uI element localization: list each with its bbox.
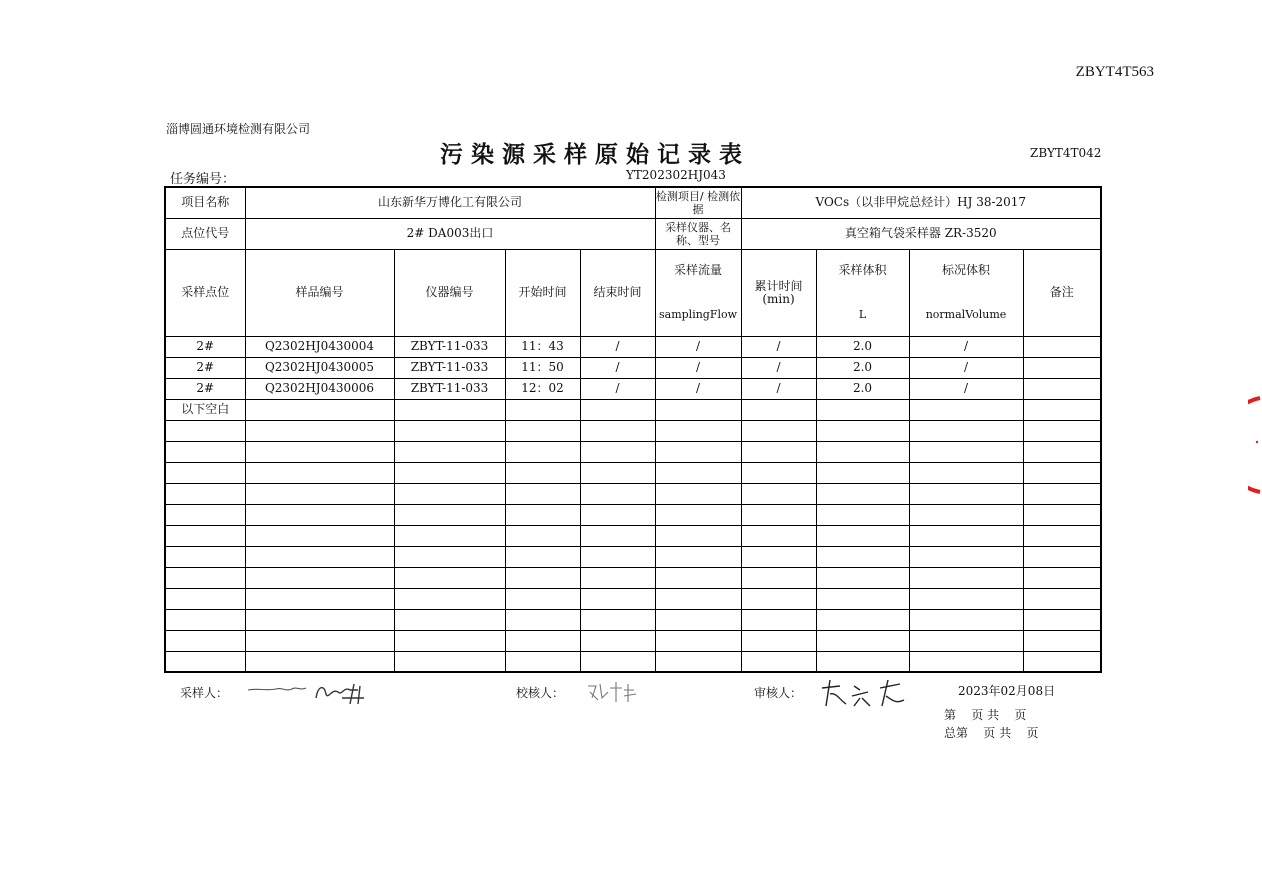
empty-cell (245, 609, 394, 630)
project-name-label: 项目名称 (165, 187, 245, 218)
test-item-value: VOCs（以非甲烷总烃计）HJ 38-2017 (741, 187, 1101, 218)
col-header-point: 采样点位 (165, 249, 245, 336)
form-code: ZBYT4T042 (1030, 146, 1102, 160)
empty-cell (505, 399, 580, 420)
empty-cell (1023, 399, 1101, 420)
empty-row (165, 525, 1101, 546)
cell-start: 11：50 (505, 357, 580, 378)
empty-cell (165, 567, 245, 588)
empty-cell (505, 651, 580, 672)
reviewer-label: 审核人： (754, 686, 803, 700)
empty-cell (816, 546, 909, 567)
cell-remark (1023, 336, 1101, 357)
cell-point: 2# (165, 357, 245, 378)
empty-cell (394, 420, 505, 441)
empty-cell (580, 567, 655, 588)
empty-cell (816, 420, 909, 441)
empty-cell (580, 441, 655, 462)
empty-cell (394, 399, 505, 420)
page-numbering (944, 706, 1038, 742)
empty-cell (816, 525, 909, 546)
empty-cell (909, 462, 1023, 483)
empty-cell (165, 525, 245, 546)
empty-cell (505, 588, 580, 609)
empty-cell (505, 420, 580, 441)
empty-cell (580, 483, 655, 504)
empty-cell (655, 420, 741, 441)
col-header-duration (741, 249, 816, 336)
empty-cell (909, 420, 1023, 441)
empty-cell (816, 399, 909, 420)
empty-cell (165, 588, 245, 609)
empty-cell (394, 525, 505, 546)
empty-cell (245, 525, 394, 546)
empty-cell (1023, 588, 1101, 609)
empty-cell (816, 504, 909, 525)
page-title: 污染源采样原始记录表 (440, 142, 750, 168)
empty-cell (741, 420, 816, 441)
flow-sublabel: samplingFlow (659, 307, 738, 321)
cell-sample-no: Q2302HJ0430006 (245, 378, 394, 399)
empty-cell (394, 441, 505, 462)
empty-row (165, 588, 1101, 609)
cell-start: 12：02 (505, 378, 580, 399)
cell-end: / (580, 336, 655, 357)
empty-cell (1023, 609, 1101, 630)
empty-cell (505, 441, 580, 462)
empty-cell (655, 630, 741, 651)
empty-cell (816, 483, 909, 504)
cell-instrument-no: ZBYT-11-033 (394, 357, 505, 378)
empty-cell (655, 609, 741, 630)
empty-cell (245, 462, 394, 483)
empty-cell (165, 651, 245, 672)
empty-cell (505, 567, 580, 588)
cell-remark (1023, 357, 1101, 378)
empty-cell (1023, 651, 1101, 672)
col-header-instrument-no: 仪器编号 (394, 249, 505, 336)
cell-sample-no: Q2302HJ0430004 (245, 336, 394, 357)
instrument-value: 真空箱气袋采样器 ZR-3520 (741, 218, 1101, 249)
volume-label: 采样体积 (838, 262, 887, 277)
empty-row (165, 630, 1101, 651)
empty-cell (1023, 567, 1101, 588)
sampling-record-table (164, 186, 1102, 673)
task-number-value: YT202302HJ043 (626, 168, 726, 182)
empty-cell (245, 588, 394, 609)
cell-volume: 2.0 (816, 378, 909, 399)
empty-row (165, 483, 1101, 504)
empty-cell (816, 462, 909, 483)
cell-normal-volume: / (909, 357, 1023, 378)
empty-cell (580, 588, 655, 609)
empty-cell (1023, 483, 1101, 504)
empty-row (165, 441, 1101, 462)
empty-cell (741, 462, 816, 483)
empty-cell (245, 567, 394, 588)
empty-cell (245, 399, 394, 420)
empty-cell (580, 609, 655, 630)
cell-volume: 2.0 (816, 336, 909, 357)
empty-row (165, 609, 1101, 630)
empty-row (165, 504, 1101, 525)
empty-row (165, 462, 1101, 483)
company-name: 淄博圆通环境检测有限公司 (166, 122, 311, 136)
empty-cell (245, 420, 394, 441)
empty-cell (1023, 546, 1101, 567)
empty-cell (741, 588, 816, 609)
empty-cell (655, 651, 741, 672)
empty-cell (816, 441, 909, 462)
empty-cell (655, 588, 741, 609)
signature-row (0, 678, 1262, 718)
col-header-remark: 备注 (1023, 249, 1101, 336)
cell-duration: / (741, 336, 816, 357)
blank-note-row (165, 399, 1101, 420)
empty-cell (580, 651, 655, 672)
empty-cell (505, 546, 580, 567)
cell-volume: 2.0 (816, 357, 909, 378)
empty-cell (655, 525, 741, 546)
cell-remark (1023, 378, 1101, 399)
empty-cell (394, 588, 505, 609)
empty-cell (909, 441, 1023, 462)
empty-cell (245, 441, 394, 462)
empty-cell (580, 525, 655, 546)
empty-cell (909, 399, 1023, 420)
empty-cell (909, 525, 1023, 546)
record-date: 2023年02月08日 (958, 684, 1056, 698)
flow-label: 采样流量 (674, 262, 723, 277)
empty-cell (165, 609, 245, 630)
empty-cell (655, 441, 741, 462)
empty-cell (505, 630, 580, 651)
empty-row (165, 651, 1101, 672)
empty-cell (580, 420, 655, 441)
cell-duration: / (741, 357, 816, 378)
cell-instrument-no: ZBYT-11-033 (394, 378, 505, 399)
empty-cell (741, 546, 816, 567)
cell-sample-no: Q2302HJ0430005 (245, 357, 394, 378)
table-row (165, 336, 1101, 357)
point-code-label: 点位代号 (165, 218, 245, 249)
empty-cell (394, 609, 505, 630)
empty-cell (816, 609, 909, 630)
table-row (165, 357, 1101, 378)
cell-normal-volume: / (909, 336, 1023, 357)
empty-cell (741, 609, 816, 630)
empty-cell (394, 651, 505, 672)
empty-cell (165, 420, 245, 441)
col-header-flow (655, 249, 741, 336)
col-header-volume (816, 249, 909, 336)
instrument-label: 采样仪器、名称、型号 (655, 218, 741, 249)
empty-cell (909, 546, 1023, 567)
empty-cell (741, 441, 816, 462)
empty-cell (394, 630, 505, 651)
empty-cell (165, 630, 245, 651)
seal-fragment (1248, 396, 1262, 496)
empty-cell (741, 525, 816, 546)
empty-cell (741, 630, 816, 651)
empty-cell (165, 441, 245, 462)
empty-cell (394, 567, 505, 588)
empty-cell (505, 462, 580, 483)
empty-cell (245, 630, 394, 651)
empty-cell (816, 567, 909, 588)
empty-cell (909, 567, 1023, 588)
cell-instrument-no: ZBYT-11-033 (394, 336, 505, 357)
empty-cell (245, 651, 394, 672)
empty-cell (1023, 630, 1101, 651)
empty-cell (165, 462, 245, 483)
empty-cell (1023, 525, 1101, 546)
cell-normal-volume: / (909, 378, 1023, 399)
empty-cell (909, 630, 1023, 651)
volume-sublabel: L (858, 307, 867, 321)
empty-cell (580, 630, 655, 651)
project-name-value: 山东新华万博化工有限公司 (245, 187, 655, 218)
empty-cell (655, 483, 741, 504)
empty-cell (909, 588, 1023, 609)
empty-cell (816, 651, 909, 672)
total-page-line: 总第 页 共 页 (944, 726, 1039, 740)
empty-cell (1023, 441, 1101, 462)
point-code-value: 2# DA003出口 (245, 218, 655, 249)
empty-cell (245, 546, 394, 567)
empty-cell (909, 651, 1023, 672)
col-header-normal-volume (909, 249, 1023, 336)
empty-cell (741, 504, 816, 525)
empty-cell (909, 483, 1023, 504)
cell-end: / (580, 357, 655, 378)
empty-cell (1023, 504, 1101, 525)
sampler-label: 采样人： (180, 686, 229, 700)
empty-cell (505, 504, 580, 525)
cell-flow: / (655, 336, 741, 357)
table-row (165, 378, 1101, 399)
cell-duration: / (741, 378, 816, 399)
cell-end: / (580, 378, 655, 399)
empty-cell (909, 504, 1023, 525)
empty-cell (580, 462, 655, 483)
cell-point: 2# (165, 378, 245, 399)
empty-cell (816, 630, 909, 651)
duration-sublabel: (min) (762, 291, 795, 306)
empty-cell (580, 546, 655, 567)
sampler-signature (246, 678, 376, 710)
empty-cell (816, 588, 909, 609)
empty-cell (741, 483, 816, 504)
checker-signature (586, 678, 642, 706)
cell-flow: / (655, 357, 741, 378)
test-item-label: 检测项目/ 检测依据 (655, 187, 741, 218)
col-header-end-time: 结束时间 (580, 249, 655, 336)
empty-cell (505, 609, 580, 630)
empty-cell (165, 483, 245, 504)
col-header-sample-no: 样品编号 (245, 249, 394, 336)
empty-cell (1023, 462, 1101, 483)
empty-cell (741, 567, 816, 588)
empty-cell (505, 525, 580, 546)
cell-point: 2# (165, 336, 245, 357)
empty-cell (580, 504, 655, 525)
page-line: 第 页 共 页 (944, 708, 1027, 722)
empty-row (165, 546, 1101, 567)
duration-label: 累计时间 (754, 278, 803, 293)
empty-cell (741, 651, 816, 672)
document-code: ZBYT4T563 (1075, 64, 1154, 80)
empty-row (165, 567, 1101, 588)
empty-cell (655, 462, 741, 483)
empty-cell (394, 546, 505, 567)
empty-cell (655, 546, 741, 567)
empty-row (165, 420, 1101, 441)
empty-cell (245, 504, 394, 525)
empty-cell (580, 399, 655, 420)
normal-volume-sublabel: normalVolume (925, 307, 1007, 321)
normal-volume-label: 标况体积 (942, 262, 991, 277)
cell-start: 11：43 (505, 336, 580, 357)
empty-cell (505, 483, 580, 504)
task-number-label: 任务编号： (170, 172, 236, 187)
blank-note: 以下空白 (165, 399, 245, 420)
empty-cell (655, 567, 741, 588)
reviewer-signature (818, 678, 908, 710)
empty-cell (245, 483, 394, 504)
empty-cell (394, 483, 505, 504)
empty-cell (655, 504, 741, 525)
empty-cell (1023, 420, 1101, 441)
empty-cell (741, 399, 816, 420)
cell-flow: / (655, 378, 741, 399)
empty-cell (394, 504, 505, 525)
checker-label: 校核人： (516, 686, 565, 700)
empty-cell (165, 546, 245, 567)
empty-cell (165, 504, 245, 525)
col-header-start-time: 开始时间 (505, 249, 580, 336)
empty-cell (394, 462, 505, 483)
empty-cell (655, 399, 741, 420)
empty-cell (909, 609, 1023, 630)
